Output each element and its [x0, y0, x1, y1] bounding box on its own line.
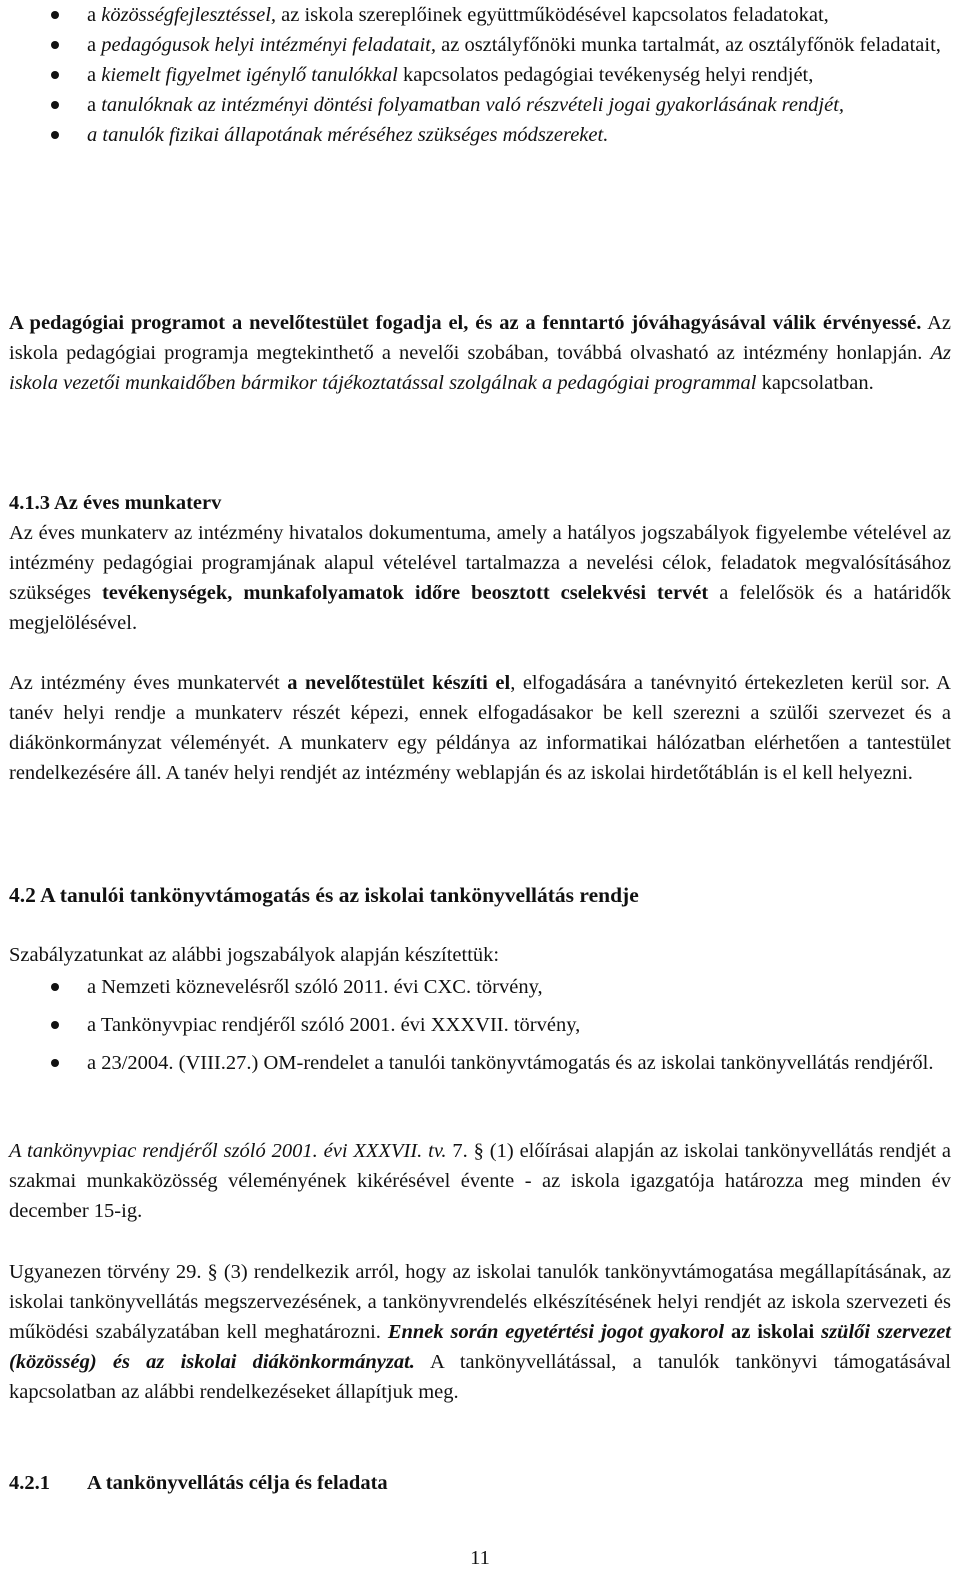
paragraph-same-law: Ugyanezen törvény 29. § (3) rendelkezik arról, hogy az iskolai tanulók tankönyvtámogatása megállapításának, az iskolai tankönyvellátás megszervezésének, a tankönyvrendelés elkészítésének helyi rendjét az iskola szervezeti és működési szabályzatában kell meghatározni. Ennek során egyetértési jogot gyakorol az iskolai szülői szervezet (közösség) és az iskolai diákönkormányzat. A tankönyvellátással, a tanulók tankönyvi támogatásával kapcsolatban az alábbi rendelkezéseket állapítjuk meg.	[9, 1261, 951, 1403]
list-item: a Tankönyvpiac rendjéről szóló 2001. évi XXXVII. törvény,	[9, 1010, 951, 1040]
paragraph-regulation-intro: Szabályzatunkat az alábbi jogszabályok alapján készítettük:	[9, 944, 500, 966]
bullet-list-top	[9, 0, 951, 150]
list-item: a kiemelt figyelmet igénylő tanulókkal kapcsolatos pedagógiai tevékenység helyi rendjét,	[9, 60, 951, 90]
list-item: a 23/2004. (VIII.27.) OM-rendelet a tanulói tankönyvtámogatás és az iskolai tankönyvellátás rendjéről.	[9, 1048, 951, 1078]
paragraph-work-plan-approval: Az intézmény éves munkatervét a nevelőtestület készíti el, elfogadására a tanévnyitó értekezleten kerül sor. A tanév helyi rendje a munkaterv részét képezi, ennek elfogadásakor be kell szerezni a szülői szervezet és a diákönkormányzat véleményét. A munkaterv egy példánya az informatikai hálózatban elérhetően a tantestület rendelkezésére áll. A tanév helyi rendjét az intézmény weblapján és az iskolai hirdetőtáblán is el kell helyezni.	[9, 672, 951, 784]
list-item: a tanulóknak az intézményi döntési folyamatban való részvételi jogai gyakorlásának rendjét,	[9, 90, 951, 120]
list-item: a közösségfejlesztéssel, az iskola szereplőinek együttműködésével kapcsolatos feladatokat,	[9, 0, 951, 30]
list-item: a tanulók fizikai állapotának méréséhez szükséges módszereket.	[9, 120, 951, 150]
list-item: a pedagógusok helyi intézményi feladatait, az osztályfőnöki munka tartalmát, az osztályfőnök feladatait,	[9, 30, 951, 60]
section-heading-4-2: 4.2 A tanulói tankönyvtámogatás és az iskolai tankönyvellátás rendje	[9, 883, 639, 907]
paragraph-program-acceptance: A pedagógiai programot a nevelőtestület fogadja el, és az a fenntartó jóváhagyásával válik érvényessé. Az iskola pedagógiai programja megtekinthető a nevelői szobában, továbbá olvasható az intézmény honlapján. Az iskola vezetői munkaidőben bármikor tájékoztatással szolgálnak a pedagógiai programmal kapcsolatban.	[9, 312, 951, 394]
paragraph-textbook-law: A tankönyvpiac rendjéről szóló 2001. évi XXXVII. tv. 7. § (1) előírásai alapján az iskolai tankönyvellátás rendjét a szakmai munkaközösség véleményének kikérésével évente - az iskola igazgatója határozza meg minden év december 15-ig.	[9, 1140, 951, 1222]
law-list	[9, 972, 951, 1078]
page-number: 11	[470, 1547, 490, 1569]
list-item: a Nemzeti köznevelésről szóló 2011. évi CXC. törvény,	[9, 972, 951, 1002]
section-heading-4-1-3: 4.1.3 Az éves munkaterv	[9, 492, 222, 514]
section-heading-4-2-1: 4.2.1 A tankönyvellátás célja és feladata	[9, 1472, 388, 1494]
paragraph-work-plan: Az éves munkaterv az intézmény hivatalos dokumentuma, amely a hatályos jogszabályok figyelembe vételével az intézmény pedagógiai programjának alapul vételével tartalmazza a nevelési célok, feladatok megvalósításához szükséges tevékenységek, munkafolyamatok időre beosztott cselekvési tervét a felelősök és a határidők megjelölésével.	[9, 522, 951, 634]
